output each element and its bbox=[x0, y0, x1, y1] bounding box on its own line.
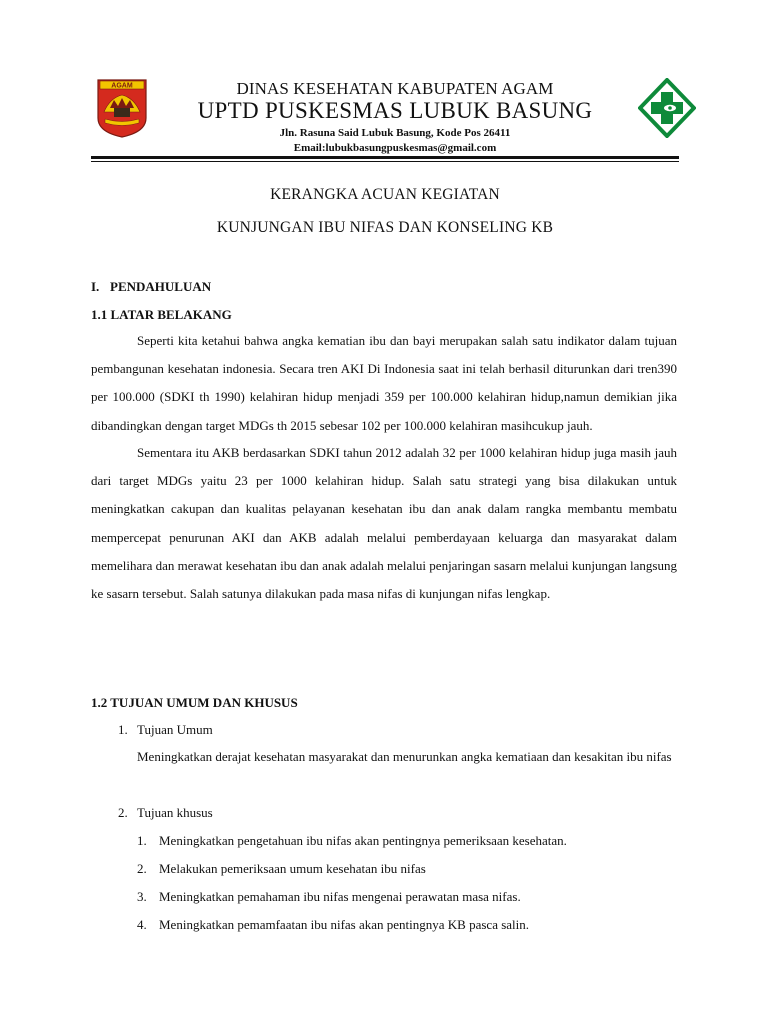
puskesmas-cross-icon bbox=[638, 78, 696, 138]
general-objective-text: Meningkatkan derajat kesehatan masyarakat dan menurunkan angka kematiaan dan kesakitan ibu nifas bbox=[137, 749, 672, 764]
section-number: I. bbox=[91, 279, 100, 294]
subsection-heading: 1.1 LATAR BELAKANG bbox=[91, 307, 232, 322]
objectives-heading: 1.2 TUJUAN UMUM DAN KHUSUS bbox=[91, 695, 298, 710]
list-item: Melakukan pemeriksaan umum kesehatan ibu nifas bbox=[159, 861, 426, 876]
agam-seal-icon bbox=[94, 78, 150, 138]
list-item: Meningkatkan pengetahuan ibu nifas akan pentingnya pemeriksaan kesehatan. bbox=[159, 833, 567, 848]
document-title: KERANGKA ACUAN KEGIATAN bbox=[270, 186, 500, 203]
list-item-number: 1. bbox=[137, 833, 147, 848]
background-paragraph-1: Seperti kita ketahui bahwa angka kematian ibu dan bayi merupakan salah satu indikator dalam tujuan pembangunan kesehatan indonesia. Secara tren AKI Di Indonesia saat ini telah berhasil diturunkan dari tren390 per 100.000 (SDKI th 1990) kelahiran hidup menjadi 359 per 100.000 kelahiran hidup,namun demikian jika dibandingkan dengan target MDGs th 2015 sebesar 102 per 100.000 kelahiran masihcukup jauh. bbox=[91, 333, 677, 433]
list-item-number: 3. bbox=[137, 889, 147, 904]
seal-label: AGAM bbox=[111, 82, 133, 90]
specific-objective-number: 2. bbox=[118, 805, 128, 820]
letterhead-rule-thick bbox=[91, 156, 679, 159]
address: Jln. Rasuna Said Lubuk Basung, Kode Pos 26411 bbox=[279, 127, 511, 139]
specific-objective-label: Tujuan khusus bbox=[137, 805, 213, 820]
general-objective-number: 1. bbox=[118, 722, 128, 737]
section-heading: PENDAHULUAN bbox=[110, 279, 212, 294]
letterhead-rule-thin bbox=[91, 161, 679, 162]
general-objective-label: Tujuan Umum bbox=[137, 722, 213, 737]
list-item-number: 4. bbox=[137, 917, 147, 932]
document-subtitle: KUNJUNGAN IBU NIFAS DAN KONSELING KB bbox=[216, 219, 554, 236]
list-item: Meningkatkan pemamfaatan ibu nifas akan pentingnya KB pasca salin. bbox=[159, 917, 530, 932]
background-paragraph-2: Sementara itu AKB berdasarkan SDKI tahun 2012 adalah 32 per 1000 kelahiran hidup juga masih jauh dari target MDGs yaitu 23 per 1000 kelahiran hidup. Salah satu strategi yang bisa dilakukan untuk meningkatkan cakupan dan kualitas pelayanan kesehatan ibu dan anak dalam rangka membantu membatu mempercepat penurunan AKI dan AKB adalah melalui pemberdayaan keluarga dan masyarakat dalam memelihara dan merawat kesehatan ibu dan anak adalah melalui penjaringan sasarn melalui kunjungan langsung ke sasarn tersebut. Salah satunya dilakukan pada masa nifas di kunjungan nifas lengkap. bbox=[91, 445, 677, 602]
list-item-number: 2. bbox=[137, 861, 147, 876]
list-item: Meningkatkan pemahaman ibu nifas mengenai perawatan masa nifas. bbox=[159, 889, 521, 904]
email: Email:lubukbasungpuskesmas@gmail.com bbox=[293, 142, 497, 154]
unit-name: UPTD PUSKESMAS LUBUK BASUNG bbox=[197, 98, 593, 123]
agency-name: DINAS KESEHATAN KABUPATEN AGAM bbox=[236, 79, 554, 98]
